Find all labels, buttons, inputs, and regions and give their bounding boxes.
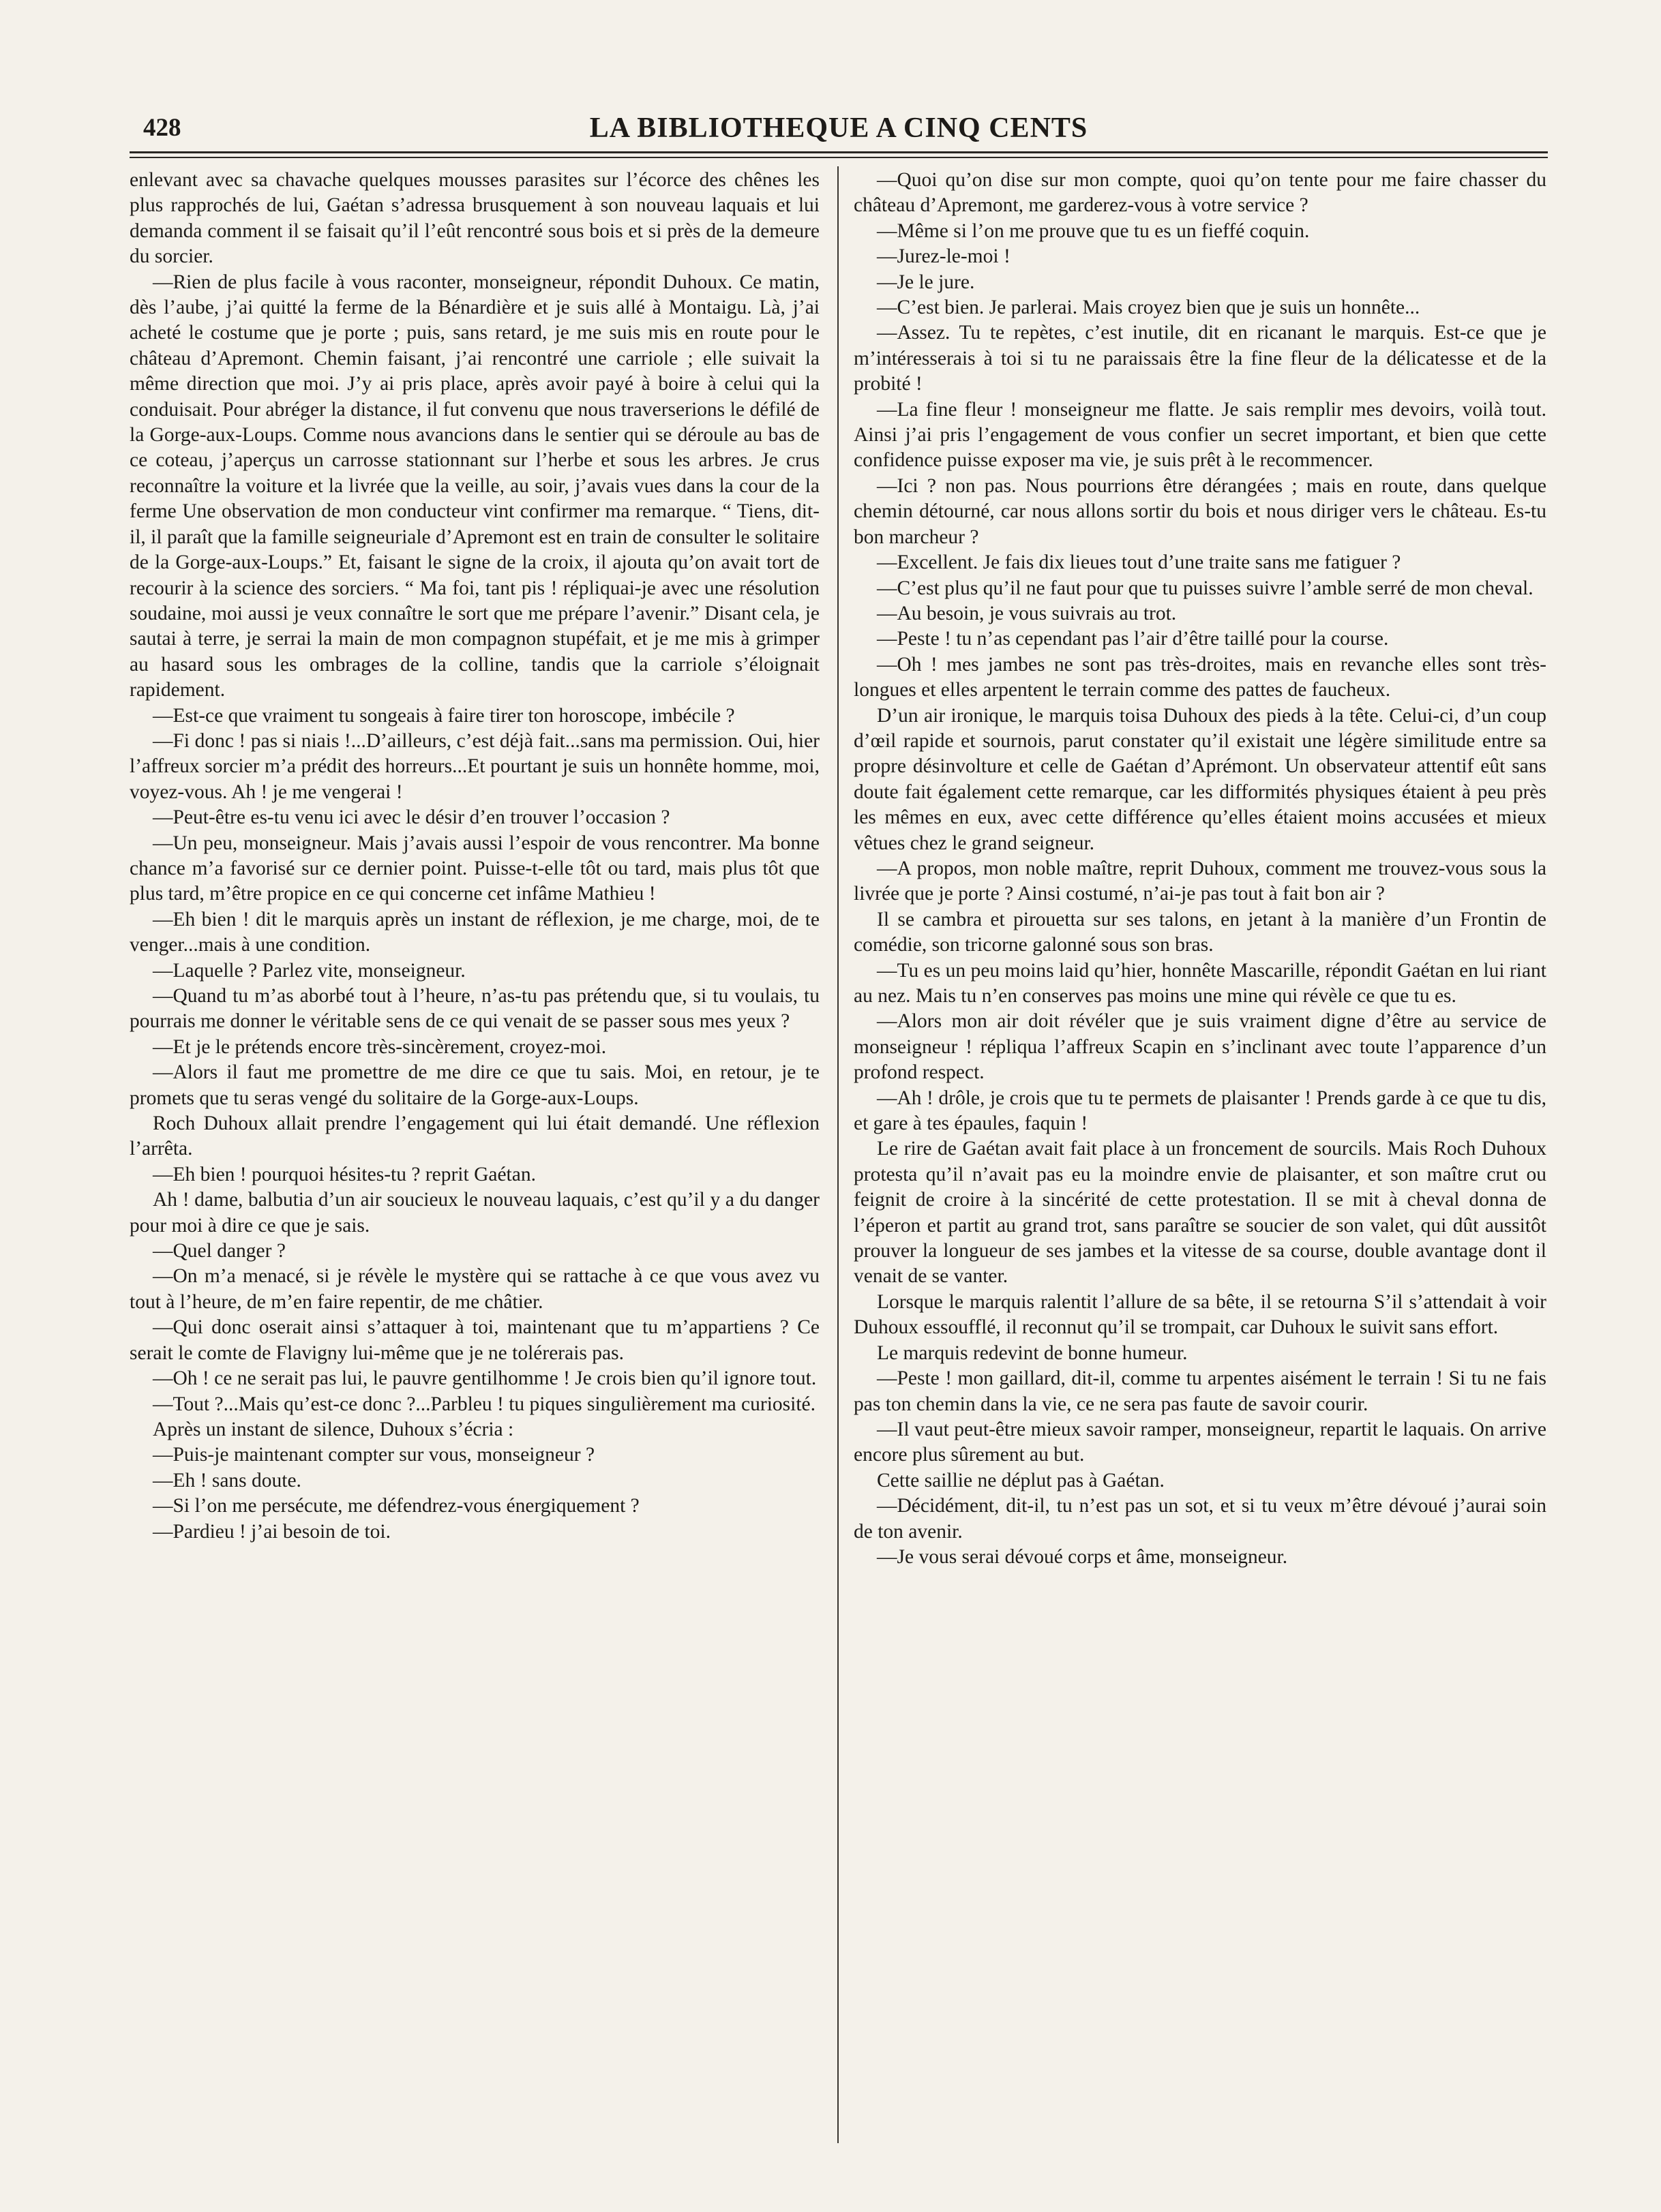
paragraph: —Pardieu ! j’ai besoin de toi. bbox=[153, 1520, 391, 1543]
paragraph: Il se cambra et pirouetta sur ses talons, en jetant à la manière d’un Frontin de comédie, son tricorne galonné sous son bras. bbox=[854, 908, 1546, 956]
paragraph: —On m’a menacé, si je révèle le mystère qui se rattache à ce que vous avez vu tout à l’heure, de m’en faire repentir, de me châtier. bbox=[130, 1265, 820, 1313]
right-column bbox=[854, 168, 1546, 1570]
paragraph: Le marquis redevint de bonne humeur. bbox=[877, 1342, 1188, 1364]
page-number: 428 bbox=[143, 114, 181, 142]
paragraph: —Fi donc ! pas si niais !...D’ailleurs, c’est déjà fait...sans ma permission. Oui, hier l’affreux sorcier m’a prédit des horreurs...Et pourtant je suis un honnête homme, moi, voyez-vous. Ah ! je me vengerai ! bbox=[130, 729, 820, 803]
paragraph: —Excellent. Je fais dix lieues tout d’une traite sans me fatiguer ? bbox=[877, 551, 1401, 574]
paragraph: —Eh ! sans doute. bbox=[153, 1469, 301, 1491]
paragraph: —Tout ?...Mais qu’est-ce donc ?...Parbleu ! tu piques singulièrement ma curiosité. bbox=[153, 1393, 816, 1415]
paragraph: —Qui donc oserait ainsi s’attaquer à toi, maintenant que tu m’appartiens ? Ce serait le comte de Flavigny lui-même que je ne tolérerais pas. bbox=[130, 1316, 820, 1364]
paragraph: Après un instant de silence, Duhoux s’écria : bbox=[153, 1418, 514, 1440]
paragraph: Lorsque le marquis ralentit l’allure de sa bête, il se retourna S’il s’attendait à voir Duhoux essoufflé, il reconnut qu’il se trompait, car Duhoux le suivit sans effort. bbox=[854, 1290, 1546, 1339]
paragraph: —Peut-être es-tu venu ici avec le désir d’en trouver l’occasion ? bbox=[153, 806, 670, 829]
paragraph: —Un peu, monseigneur. Mais j’avais aussi l’espoir de vous rencontrer. Ma bonne chance m’a favorisé sur ce dernier point. Puisse-t-elle tôt ou tard, mais plus tôt que plus tard, m’être propice en ce qui concerne cet infâme Mathieu ! bbox=[130, 832, 820, 905]
paragraph: —Rien de plus facile à vous raconter, monseigneur, répondit Duhoux. Ce matin, dès l’aube, j’ai quitté la ferme de la Bénardière et je suis allé à Montaigu. Là, j’ai acheté le costume que je porte ; puis, sans retard, je me suis mis en route pour le château d’Apremont. Chemin faisant, j’ai rencontré une carriole ; elle suivait la même direction que moi. J’y ai pris place, après avoir payé à boire à celui qui la conduisait. Pour abréger la distance, il fut convenu que nous traverserions le défilé de la Gorge-aux-Loups. Comme nous avancions dans le sentier qui se déroule au bas de ce coteau, j’aperçus un carrosse stationnant sur l’herbe et sous les arbres. Je crus reconnaître la voiture et la livrée que la veille, au soir, j’avais vues dans la cour de la ferme Une observation de mon conducteur vint confirmer ma remarque. “ Tiens, dit-il, il paraît que la famille seigneuriale d’Apremont est en train de consulter le solitaire de la Gorge-aux-Loups.” Et, faisant le signe de la croix, il ajouta qu’on avait tort de recourir à la science des sorciers. “ Ma foi, tant pis ! répliquai-je avec une résolution soudaine, moi aussi je veux connaître le sort que me prépare l’avenir.” Disant cela, je sautai à terre, je serrai la main de mon compagnon stupéfait, et je me mis à grimper au hasard sous les ombrages de la colline, tandis que la carriole s’éloignait rapidement. bbox=[130, 271, 820, 701]
paragraph: —Il vaut peut-être mieux savoir ramper, monseigneur, repartit le laquais. On arrive encore plus sûrement au but. bbox=[854, 1418, 1546, 1466]
paragraph: —Tu es un peu moins laid qu’hier, honnête Mascarille, répondit Gaétan en lui riant au nez. Mais tu n’en conserves pas moins une mine qui révèle ce que tu es. bbox=[854, 959, 1546, 1007]
column-divider bbox=[837, 166, 839, 2143]
paragraph: —Au besoin, je vous suivrais au trot. bbox=[877, 602, 1177, 624]
paragraph: enlevant avec sa chavache quelques mousses parasites sur l’écorce des chênes les plus rapprochés de lui, Gaétan s’adressa brusquement à son nouveau laquais et lui demanda comment il se faisait qu’il l’eût rencontré sous bois et si près de la demeure du sorcier. bbox=[130, 169, 820, 268]
paragraph: —Laquelle ? Parlez vite, monseigneur. bbox=[153, 959, 466, 982]
paragraph: —La fine fleur ! monseigneur me flatte. Je sais remplir mes devoirs, voilà tout. Ainsi j’ai pris l’engagement de vous confier un secret important, et bien que cette confidence puisse exposer ma vie, je suis prêt à le recommencer. bbox=[854, 398, 1546, 472]
paragraph: —Quel danger ? bbox=[153, 1240, 286, 1262]
paragraph: —Eh bien ! pourquoi hésites-tu ? reprit Gaétan. bbox=[153, 1163, 536, 1185]
paragraph: —Quand tu m’as aborbé tout à l’heure, n’as-tu pas prétendu que, si tu voulais, tu pourrais me donner le véritable sens de ce qui venait de se passer sous mes yeux ? bbox=[130, 985, 820, 1033]
paragraph: —Assez. Tu te repètes, c’est inutile, dit en ricanant le marquis. Est-ce que je m’intéresserais à toi si tu ne paraissais être la fine fleur de la délicatesse et de la probité ! bbox=[854, 322, 1546, 395]
paragraph: —Oh ! ce ne serait pas lui, le pauvre gentilhomme ! Je crois bien qu’il ignore tout. bbox=[153, 1367, 817, 1390]
paragraph: —A propos, mon noble maître, reprit Duhoux, comment me trouvez-vous sous la livrée que je porte ? Ainsi costumé, n’ai-je pas tout à fait bon air ? bbox=[854, 857, 1546, 905]
paragraph: D’un air ironique, le marquis toisa Duhoux des pieds à la tête. Celui-ci, d’un coup d’œil rapide et sournois, parut constater qu’il existait une légère similitude entre sa propre désinvolture et celle de Gaétan d’Aprémont. Un observateur attentif eût sans doute fait également cette remarque, car les difformités physiques étaient à peu près les mêmes en eux, avec cette différence qu’elles étaient moins accusées et mieux vêtues chez le grand seigneur. bbox=[854, 704, 1546, 854]
paragraph: —Jurez-le-moi ! bbox=[877, 245, 1011, 268]
page-header bbox=[130, 109, 1548, 154]
paragraph: —C’est plus qu’il ne faut pour que tu puisses suivre l’amble serré de mon cheval. bbox=[877, 577, 1533, 599]
paragraph: —Alors il faut me promettre de me dire ce que tu sais. Moi, en retour, je te promets que tu seras vengé du solitaire de la Gorge-aux-Loups. bbox=[130, 1061, 820, 1109]
paragraph: —Ah ! drôle, je crois que tu te permets de plaisanter ! Prends garde à ce que tu dis, et gare à tes épaules, faquin ! bbox=[854, 1087, 1546, 1135]
paragraph: —Quoi qu’on dise sur mon compte, quoi qu’on tente pour me faire chasser du château d’Apremont, me garderez-vous à votre service ? bbox=[854, 169, 1546, 217]
running-title: LA BIBLIOTHEQUE A CINQ CENTS bbox=[589, 112, 1088, 144]
paragraph: —C’est bien. Je parlerai. Mais croyez bien que je suis un honnête... bbox=[877, 297, 1420, 319]
paragraph: —Oh ! mes jambes ne sont pas très-droites, mais en revanche elles sont très-longues et elles arpentent le terrain comme des pattes de faucheux. bbox=[854, 653, 1546, 701]
paragraph: Cette saillie ne déplut pas à Gaétan. bbox=[877, 1469, 1165, 1491]
paragraph: —Je vous serai dévoué corps et âme, monseigneur. bbox=[877, 1545, 1288, 1568]
paragraph: —Peste ! tu n’as cependant pas l’air d’être taillé pour la course. bbox=[877, 628, 1389, 650]
paragraph: —Et je le prétends encore très-sincèrement, croyez-moi. bbox=[153, 1035, 607, 1058]
paragraph: —Alors mon air doit révéler que je suis vraiment digne d’être au service de monseigneur ! répliqua l’affreux Scapin en s’inclinant avec toute l’apparence d’un profond respect. bbox=[854, 1010, 1546, 1084]
paragraph: Roch Duhoux allait prendre l’engagement qui lui était demandé. Une réflexion l’arrêta. bbox=[130, 1112, 820, 1160]
paragraph: Le rire de Gaétan avait fait place à un froncement de sourcils. Mais Roch Duhoux protesta qu’il n’avait pas eu la moindre envie de plaisanter, et son maître crut ou feignit de croire à la sincérité de cette protestation. Il se mit à cheval donna de l’éperon et partit au grand trot, sans paraître se soucier de son valet, qui dût aussitôt prouver la longueur de ses jambes et la vitesse de sa course, double avantage dont il venait de se vanter. bbox=[854, 1138, 1546, 1288]
paragraph: —Ici ? non pas. Nous pourrions être dérangées ; mais en route, dans quelque chemin détourné, car nous allons sortir du bois et nous diriger vers le château. Es-tu bon marcheur ? bbox=[854, 474, 1546, 548]
newspaper-page bbox=[130, 109, 1548, 2161]
header-rule-thin bbox=[130, 157, 1548, 158]
header-rule-thick bbox=[130, 151, 1548, 153]
paragraph: —Si l’on me persécute, me défendrez-vous énergiquement ? bbox=[153, 1495, 640, 1517]
paragraph: —Décidément, dit-il, tu n’est pas un sot, et si tu veux m’être dévoué j’aurai soin de ton avenir. bbox=[854, 1495, 1546, 1543]
paragraph: —Même si l’on me prouve que tu es un fieffé coquin. bbox=[877, 219, 1310, 242]
paragraph: —Puis-je maintenant compter sur vous, monseigneur ? bbox=[153, 1444, 595, 1466]
paragraph: —Est-ce que vraiment tu songeais à faire tirer ton horoscope, imbécile ? bbox=[153, 704, 735, 727]
paragraph: —Je le jure. bbox=[877, 271, 975, 293]
left-column bbox=[130, 168, 820, 1545]
paragraph: Ah ! dame, balbutia d’un air soucieux le nouveau laquais, c’est qu’il y a du danger pour moi à dire ce que je sais. bbox=[130, 1189, 820, 1237]
paragraph: —Eh bien ! dit le marquis après un instant de réflexion, je me charge, moi, de te venger...mais à une condition. bbox=[130, 908, 820, 956]
paragraph: —Peste ! mon gaillard, dit-il, comme tu arpentes aisément le terrain ! Si tu ne fais pas ton chemin dans la vie, ce ne sera pas faute de savoir courir. bbox=[854, 1367, 1546, 1415]
